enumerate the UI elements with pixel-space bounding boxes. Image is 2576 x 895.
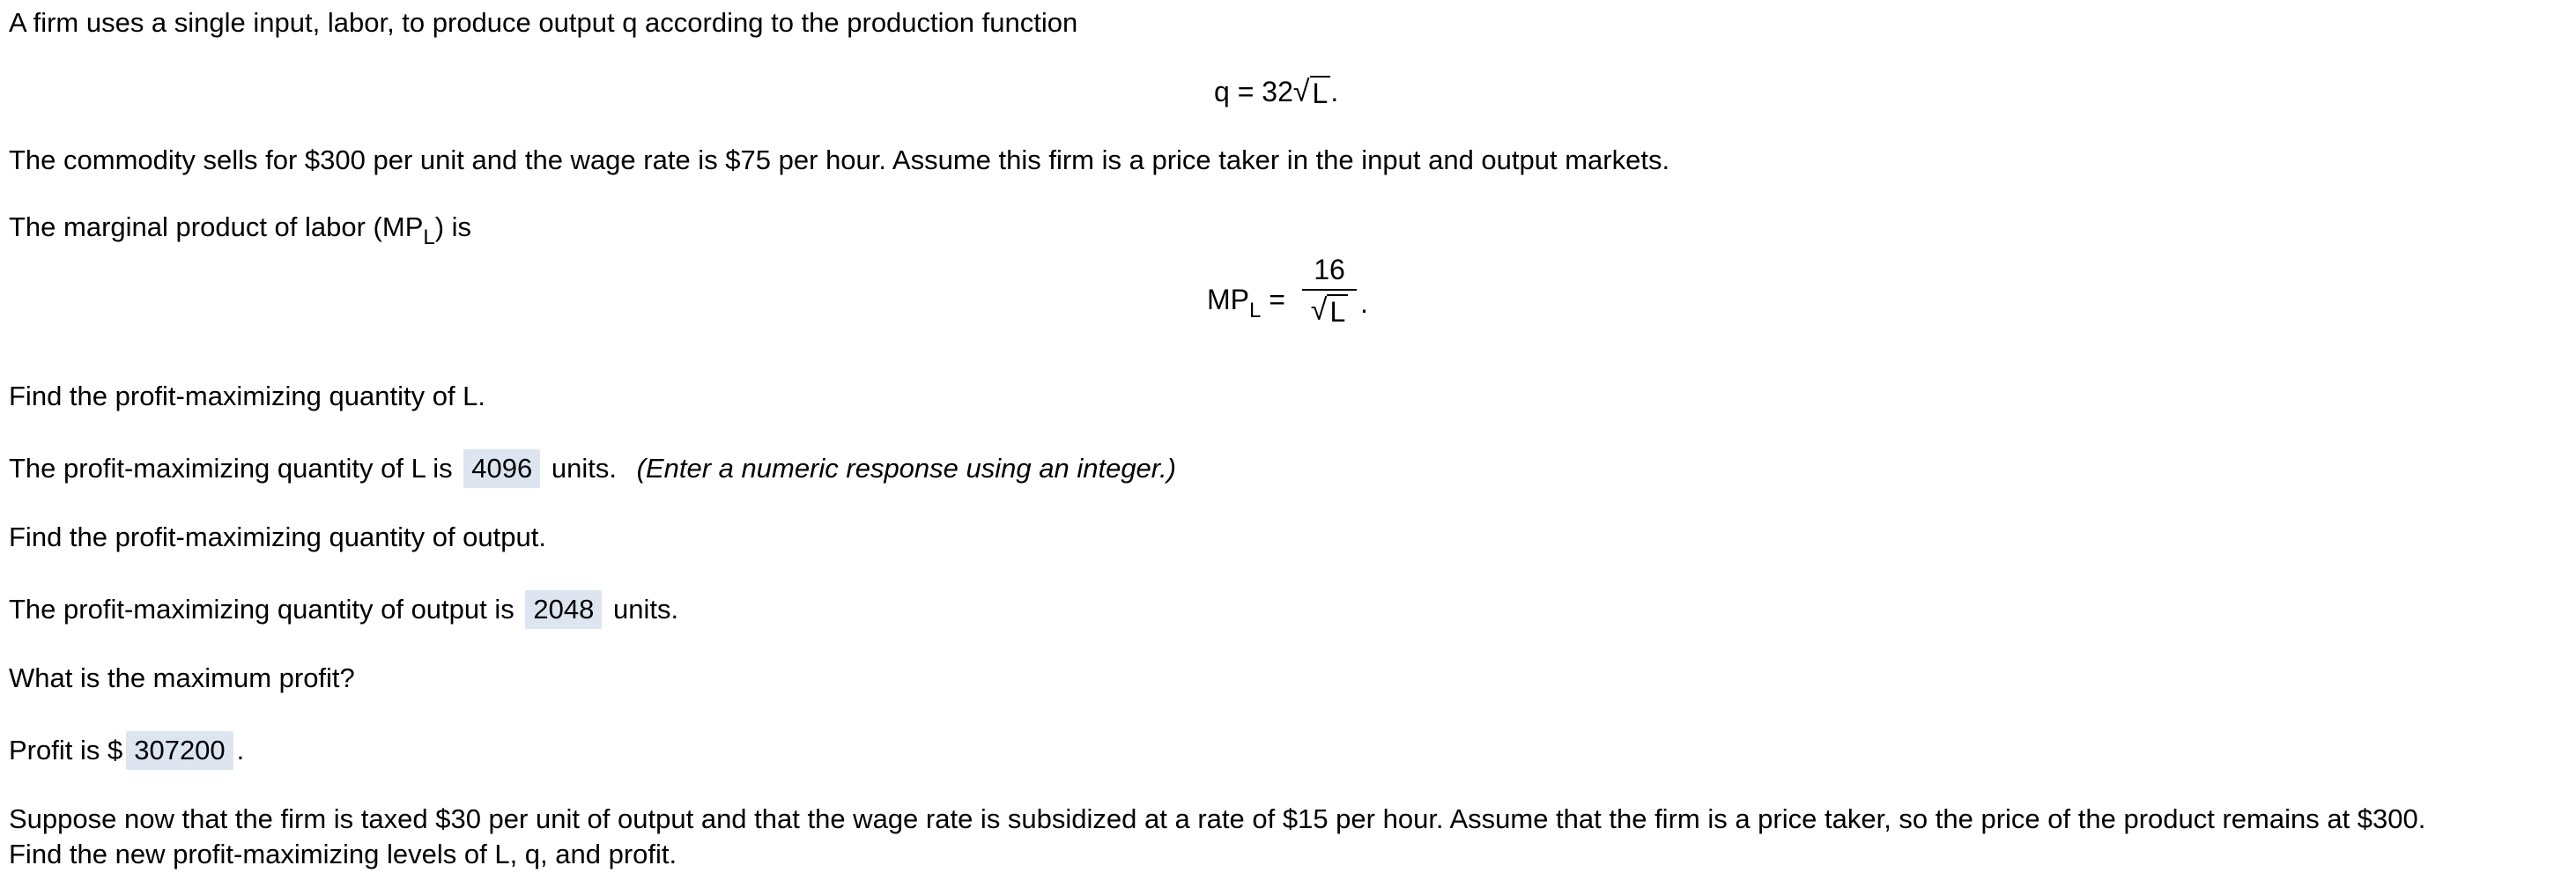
q3-prompt: What is the maximum profit? <box>9 662 355 693</box>
answer-field-profit[interactable]: 307200 <box>126 731 233 770</box>
tax-text: Suppose now that the firm is taxed $30 per unit of output and that the wage rate is subsidized at a rate of $15 per hour. Assume that the firm is a price taker, so the price of the product remains at $300. <box>9 803 2426 834</box>
fraction: 16 √ L <box>1302 252 1357 328</box>
q1-prompt: Find the profit-maximizing quantity of L. <box>9 381 486 411</box>
sqrt-symbol: √ L <box>1311 292 1348 328</box>
tax-question: Find the new profit-maximizing levels of L, q, and profit. <box>9 839 677 869</box>
sqrt-symbol: √ L <box>1293 74 1330 109</box>
production-function: q = 32 √ L . <box>1214 75 1339 109</box>
answer-field-output[interactable]: 2048 <box>525 590 602 629</box>
q2-answer-line: The profit-maximizing quantity of output is 2048 units. <box>9 590 678 629</box>
market-text: The commodity sells for $300 per unit and the wage rate is $75 per hour. Assume this firm is a price taker in the input and output markets. <box>9 144 1670 175</box>
hint-text: (Enter a numeric response using an integer.) <box>636 453 1176 484</box>
mpl-intro: The marginal product of labor $(MP_L)$ is <box>9 211 472 249</box>
q1-answer-line: The profit-maximizing quantity of L is 4096 units. (Enter a numeric response using an integer.) <box>9 449 1176 488</box>
q2-prompt: Find the profit-maximizing quantity of output. <box>9 521 546 552</box>
intro-text: A firm uses a single input, labor, to produce output q according to the production function <box>9 7 1078 38</box>
q3-answer-line: Profit is $ 307200 . <box>9 731 244 770</box>
answer-field-labor[interactable]: 4096 <box>463 449 540 488</box>
problem-page: A firm uses a single input, labor, to produce output q according to the production function q = 32 √ L . The commodity sells for $300 per unit and the wage rate is $75 per hour. Assume this firm is a price taker in the input and output markets. The marginal product of labor $(MP_L)$ is $MP_L$ = 16 √ L . Find the profit-maximizing quantity of L. The profit-maximizing quantity of L is 4096 units. (Enter a numeric response using an integer.) Find the profit-maximizing quantity of output. The profit-maximizing quantity of output is 2048 units. What is the maximum profit? Profit is $ 307200 . Suppose now that the firm is taxed $30 per unit of output and that the wage rate is subsidized at a rate of $15 per hour. Assume that the firm is a price taker, so the price of the product remains at $300. Find the new profit-maximizing levels of L, q, and profit. <box>0 0 2576 895</box>
